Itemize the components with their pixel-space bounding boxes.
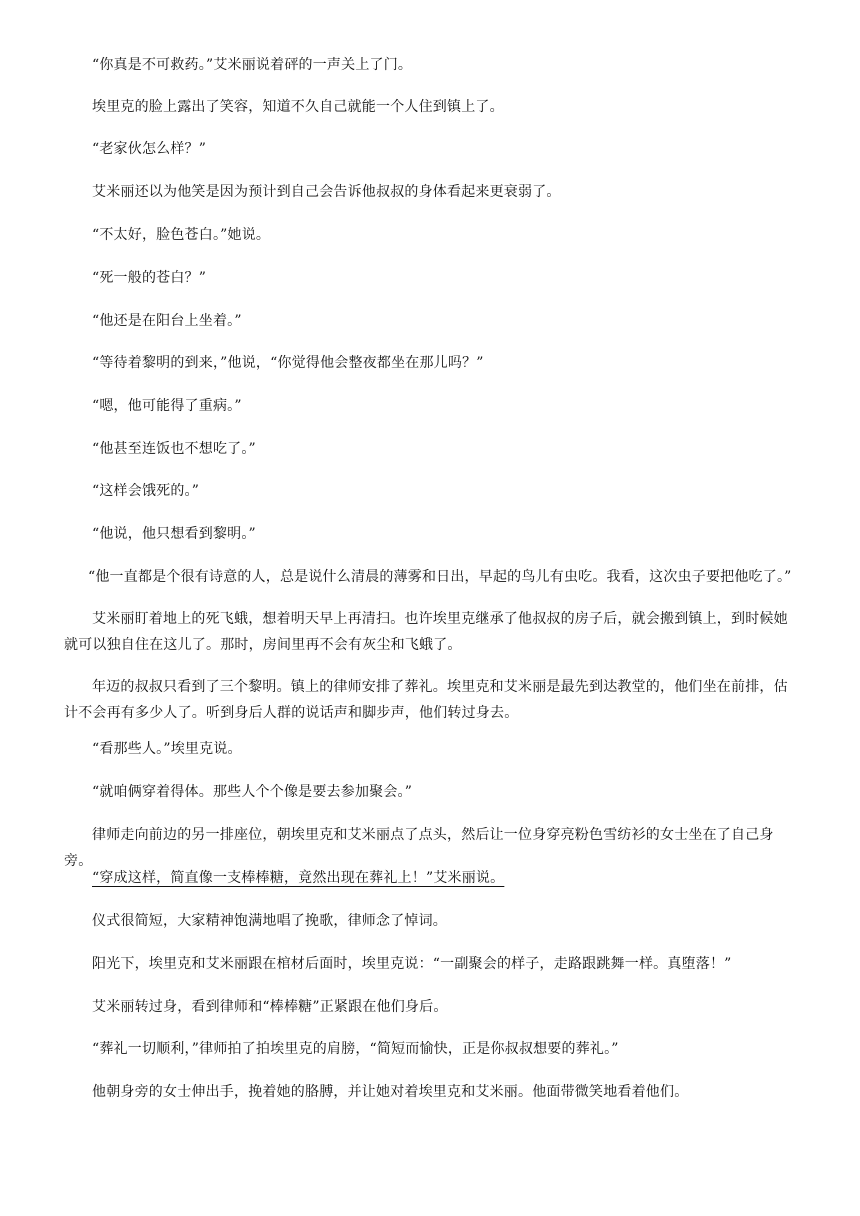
paragraph-19-underlined: “穿成这样，简直像一支棒棒糖，竟然出现在葬礼上！”艾米丽说。 xyxy=(92,870,505,886)
paragraph-11: “这样会饿死的。” xyxy=(92,483,200,499)
paragraph-3: “老家伙怎么样？” xyxy=(92,141,207,157)
paragraph-22: 艾米丽转过身，看到律师和“棒棒糖”正紧跟在他们身后。 xyxy=(92,999,448,1015)
paragraph-4: 艾米丽还以为他笑是因为预计到自己会告诉他叔叔的身体看起来更衰弱了。 xyxy=(92,184,561,200)
paragraph-18: 律师走向前边的另一排座位，朝埃里克和艾米丽点了点头，然后让一位身穿亮粉色雪纺衫的女士坐在了自己身旁。 xyxy=(64,827,774,869)
paragraph-12: “他说，他只想看到黎明。” xyxy=(92,526,256,542)
paragraph-10: “他甚至连饭也不想吃了。” xyxy=(92,441,256,457)
paragraph-8: “等待着黎明的到来，”他说，“你觉得他会整夜都坐在那儿吗？” xyxy=(92,355,484,371)
paragraph-14: 艾米丽盯着地上的死飞蛾，想着明天早上再清扫。也许埃里克继承了他叔叔的房子后，就会搬到镇上，到时候她就可以独自住在这儿了。那时，房间里再不会有灰尘和飞蛾了。 xyxy=(64,611,788,653)
paragraph-24: 他朝身旁的女士伸出手，挽着她的胳膊，并让她对着埃里克和艾米丽。他面带微笑地看着他们。 xyxy=(92,1084,689,1100)
paragraph-13: “他一直都是个很有诗意的人，总是说什么清晨的薄雾和日出，早起的鸟儿有虫吃。我看，这次虫子要把他吃了。” xyxy=(88,569,792,585)
paragraph-21: 阳光下，埃里克和艾米丽跟在棺材后面时，埃里克说：“一副聚会的样子，走路跟跳舞一样。真堕落！” xyxy=(92,956,732,972)
paragraph-1: “你真是不可救药。”艾米丽说着砰的一声关上了门。 xyxy=(92,57,413,73)
paragraph-23: “葬礼一切顺利，”律师拍了拍埃里克的肩膀，“简短而愉快，正是你叔叔想要的葬礼。” xyxy=(92,1041,619,1057)
paragraph-20: 仪式很简短，大家精神饱满地唱了挽歌，律师念了悼词。 xyxy=(92,913,447,929)
paragraph-9: “嗯，他可能得了重病。” xyxy=(92,398,242,414)
paragraph-2: 埃里克的脸上露出了笑容，知道不久自己就能一个人住到镇上了。 xyxy=(92,99,504,115)
paragraph-17: “就咱俩穿着得体。那些人个个像是要去参加聚会。” xyxy=(92,784,413,800)
paragraph-6: “死一般的苍白？” xyxy=(92,270,207,286)
paragraph-15: 年迈的叔叔只看到了三个黎明。镇上的律师安排了葬礼。埃里克和艾米丽是最先到达教堂的，他们坐在前排，估计不会再有多少人了。听到身后人群的说话声和脚步声，他们转过身去。 xyxy=(64,679,788,721)
paragraph-16: “看那些人。”埃里克说。 xyxy=(92,741,242,757)
paragraph-5: “不太好，脸色苍白。”她说。 xyxy=(92,227,271,243)
paragraph-7: “他还是在阳台上坐着。” xyxy=(92,313,242,329)
